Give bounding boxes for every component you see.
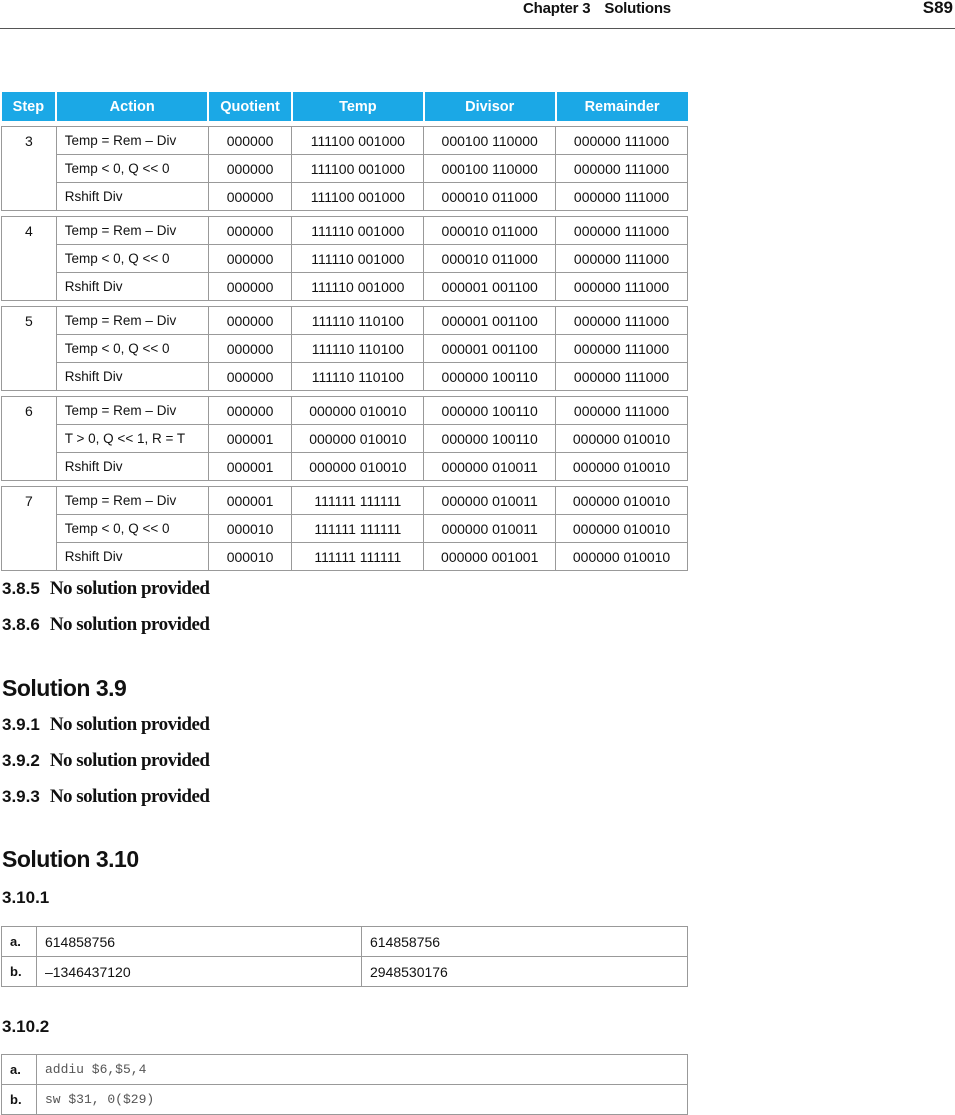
temp-cell: 111100 001000 (292, 183, 424, 211)
action-cell: Temp = Rem – Div (56, 397, 208, 425)
step-cell: 4 (2, 217, 57, 301)
table-row (2, 307, 688, 335)
remainder-cell: 000000 111000 (556, 245, 688, 273)
remainder-cell: 000000 111000 (556, 273, 688, 301)
signed-value: 614858756 (36, 927, 361, 957)
remainder-cell: 000000 111000 (556, 397, 688, 425)
action-cell: Temp < 0, Q << 0 (56, 335, 208, 363)
quotient-cell: 000000 (208, 155, 292, 183)
action-cell: Rshift Div (56, 183, 208, 211)
temp-cell: 111110 001000 (292, 245, 424, 273)
temp-cell: 000000 010010 (292, 453, 424, 481)
step-cell: 3 (2, 127, 57, 211)
remainder-cell: 000000 010010 (556, 487, 688, 515)
divisor-cell: 000100 110000 (424, 127, 556, 155)
row-key: a. (2, 1055, 37, 1085)
chapter-heading (523, 0, 685, 17)
code-value: addiu $6,$5,4 (36, 1055, 687, 1085)
table-row (2, 515, 688, 543)
quotient-cell: 000000 (208, 335, 292, 363)
divisor-cell: 000000 010011 (424, 487, 556, 515)
row-key: a. (2, 927, 37, 957)
section-label: Solutions (604, 0, 671, 17)
chapter-label: Chapter 3 (523, 0, 591, 17)
remainder-cell: 000000 111000 (556, 127, 688, 155)
action-cell: Temp = Rem – Div (56, 487, 208, 515)
quotient-cell: 000000 (208, 245, 292, 273)
table-row (2, 425, 688, 453)
divisor-cell: 000000 001001 (424, 543, 556, 571)
subsection-number: 3.9.1 (2, 715, 40, 734)
action-cell: Temp < 0, Q << 0 (56, 515, 208, 543)
page-number: S89 (922, 0, 953, 17)
remainder-cell: 000000 111000 (556, 217, 688, 245)
remainder-cell: 000000 010010 (556, 425, 688, 453)
quotient-cell: 000000 (208, 397, 292, 425)
step-cell: 6 (2, 397, 57, 481)
subsection-text: No solution provided (49, 714, 210, 735)
subsection-3-10-1-label: 3.10.1 (2, 888, 50, 907)
table-row (2, 397, 688, 425)
table-row (2, 1055, 688, 1085)
unsigned-value: 614858756 (361, 927, 687, 957)
remainder-cell: 000000 010010 (556, 515, 688, 543)
temp-cell: 111110 110100 (292, 363, 424, 391)
table-row (2, 127, 688, 155)
subsection-3-8-6 (2, 614, 209, 636)
remainder-cell: 000000 010010 (556, 453, 688, 481)
quotient-cell: 000001 (208, 453, 292, 481)
table-row (2, 183, 688, 211)
temp-cell: 111100 001000 (292, 155, 424, 183)
quotient-cell: 000000 (208, 273, 292, 301)
remainder-cell: 000000 010010 (556, 543, 688, 571)
page-header (0, 0, 955, 29)
action-cell: Rshift Div (56, 363, 208, 391)
table-3-10-1 (1, 926, 688, 987)
quotient-cell: 000001 (208, 487, 292, 515)
step-cell: 5 (2, 307, 57, 391)
action-cell: T > 0, Q << 1, R = T (56, 425, 208, 453)
subsection-3-9-1 (2, 714, 209, 736)
subsection-text: No solution provided (49, 614, 210, 635)
temp-cell: 111110 110100 (292, 307, 424, 335)
division-table (1, 92, 688, 571)
table-row (2, 217, 688, 245)
subsection-number: 3.8.6 (2, 615, 40, 634)
column-header-step: Step (2, 92, 57, 121)
subsection-3-9-2 (2, 750, 209, 772)
subsection-text: No solution provided (49, 786, 210, 807)
remainder-cell: 000000 111000 (556, 335, 688, 363)
divisor-cell: 000001 001100 (424, 307, 556, 335)
subsection-number: 3.9.2 (2, 751, 40, 770)
signed-value: –1346437120 (36, 957, 361, 987)
action-cell: Temp < 0, Q << 0 (56, 245, 208, 273)
action-cell: Temp < 0, Q << 0 (56, 155, 208, 183)
temp-cell: 000000 010010 (292, 397, 424, 425)
table-row (2, 487, 688, 515)
table-row (2, 245, 688, 273)
column-header-divisor: Divisor (424, 92, 556, 121)
divisor-cell: 000001 001100 (424, 273, 556, 301)
division-table-body (2, 121, 688, 571)
divisor-cell: 000000 100110 (424, 397, 556, 425)
column-header-remainder: Remainder (556, 92, 688, 121)
action-cell: Rshift Div (56, 543, 208, 571)
action-cell: Rshift Div (56, 273, 208, 301)
remainder-cell: 000000 111000 (556, 363, 688, 391)
divisor-cell: 000001 001100 (424, 335, 556, 363)
column-header-action: Action (56, 92, 208, 121)
divisor-cell: 000000 100110 (424, 363, 556, 391)
table-row (2, 155, 688, 183)
solution-3-10-heading: Solution 3.10 (2, 846, 139, 872)
row-key: b. (2, 1085, 37, 1115)
quotient-cell: 000000 (208, 127, 292, 155)
table-row (2, 335, 688, 363)
action-cell: Rshift Div (56, 453, 208, 481)
table-row (2, 543, 688, 571)
subsection-number: 3.8.5 (2, 579, 40, 598)
action-cell: Temp = Rem – Div (56, 307, 208, 335)
quotient-cell: 000000 (208, 307, 292, 335)
divisor-cell: 000100 110000 (424, 155, 556, 183)
step-cell: 7 (2, 487, 57, 571)
column-header-temp: Temp (292, 92, 424, 121)
remainder-cell: 000000 111000 (556, 183, 688, 211)
temp-cell: 111100 001000 (292, 127, 424, 155)
temp-cell: 111110 110100 (292, 335, 424, 363)
temp-cell: 111111 111111 (292, 515, 424, 543)
temp-cell: 111111 111111 (292, 487, 424, 515)
divisor-cell: 000010 011000 (424, 245, 556, 273)
column-header-quotient: Quotient (208, 92, 292, 121)
code-value: sw $31, 0($29) (36, 1085, 687, 1115)
table-header-row (2, 92, 688, 121)
solution-3-9-heading: Solution 3.9 (2, 675, 127, 701)
quotient-cell: 000000 (208, 363, 292, 391)
subsection-3-8-5 (2, 578, 209, 600)
divisor-cell: 000000 100110 (424, 425, 556, 453)
temp-cell: 111111 111111 (292, 543, 424, 571)
table-row (2, 927, 688, 957)
temp-cell: 111110 001000 (292, 217, 424, 245)
table-row (2, 1085, 688, 1115)
remainder-cell: 000000 111000 (556, 307, 688, 335)
subsection-number: 3.9.3 (2, 787, 40, 806)
table-3-10-2 (1, 1054, 688, 1115)
table-row (2, 453, 688, 481)
table-row (2, 273, 688, 301)
unsigned-value: 2948530176 (361, 957, 687, 987)
quotient-cell: 000000 (208, 217, 292, 245)
divisor-cell: 000010 011000 (424, 217, 556, 245)
quotient-cell: 000000 (208, 183, 292, 211)
divisor-cell: 000000 010011 (424, 515, 556, 543)
quotient-cell: 000010 (208, 515, 292, 543)
divisor-cell: 000010 011000 (424, 183, 556, 211)
temp-cell: 000000 010010 (292, 425, 424, 453)
quotient-cell: 000001 (208, 425, 292, 453)
temp-cell: 111110 001000 (292, 273, 424, 301)
quotient-cell: 000010 (208, 543, 292, 571)
table-row (2, 363, 688, 391)
subsection-text: No solution provided (49, 750, 210, 771)
action-cell: Temp = Rem – Div (56, 217, 208, 245)
row-key: b. (2, 957, 37, 987)
subsection-3-9-3 (2, 786, 209, 808)
remainder-cell: 000000 111000 (556, 155, 688, 183)
subsection-3-10-2-label: 3.10.2 (2, 1017, 50, 1036)
action-cell: Temp = Rem – Div (56, 127, 208, 155)
table-row (2, 957, 688, 987)
divisor-cell: 000000 010011 (424, 453, 556, 481)
subsection-text: No solution provided (49, 578, 210, 599)
